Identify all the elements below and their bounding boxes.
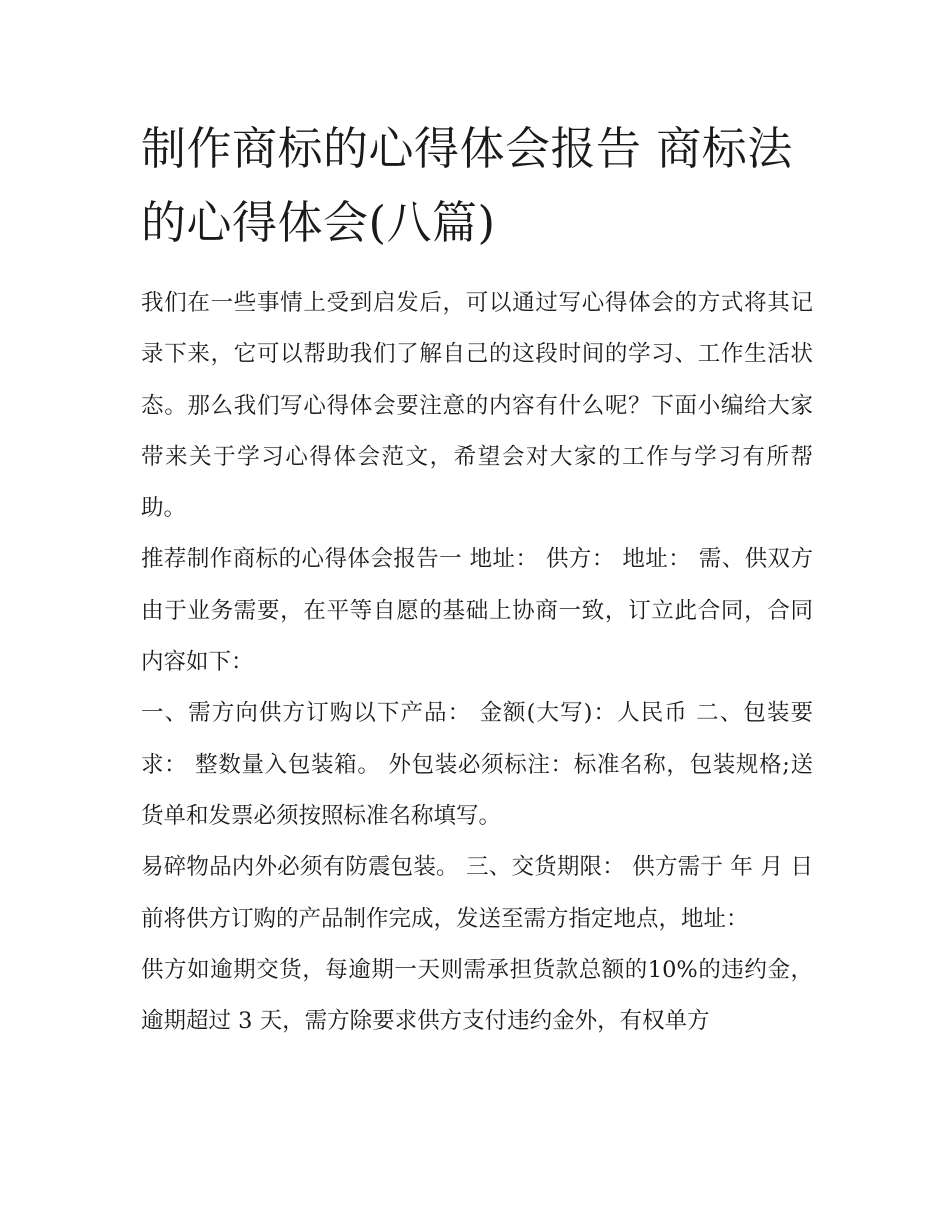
paragraph-contract-parties: 推荐制作商标的心得体会报告一 地址： 供方： 地址： 需、供双方由于业务需要，在平等自愿的基础上协商一致，订立此合同，合同内容如下：: [141, 546, 813, 676]
paragraph-delivery: 易碎物品内外必须有防震包装。 三、交货期限： 供方需于 年 月 日前将供方订购的产品制作完成，发送至需方指定地点，地址：: [141, 854, 813, 932]
document-title: 制作商标的心得体会报告 商标法的心得体会(八篇): [141, 122, 793, 249]
paragraph-order-packaging: 一、需方向供方订购以下产品： 金额(大写)：人民币 二、包装要求： 整数量入包装箱。 外包装必须标注：标准名称，包装规格;送货单和发票必须按照标准名称填写。: [141, 700, 813, 829]
document-body: [141, 112, 813, 1047]
paragraph-penalty: 供方如逾期交货，每逾期一天则需承担货款总额的10%的违约金，逾期超过 3 天，需方除要求供方支付违约金外，有权单方: [141, 956, 813, 1035]
paragraph-intro: 我们在一些事情上受到启发后，可以通过写心得体会的方式将其记录下来，它可以帮助我们了解自己的这段时间的学习、工作生活状态。那么我们写心得体会要注意的内容有什么呢？下面小编给大家带来关于学习心得体会范文，希望会对大家的工作与学习有所帮助。: [141, 290, 813, 522]
